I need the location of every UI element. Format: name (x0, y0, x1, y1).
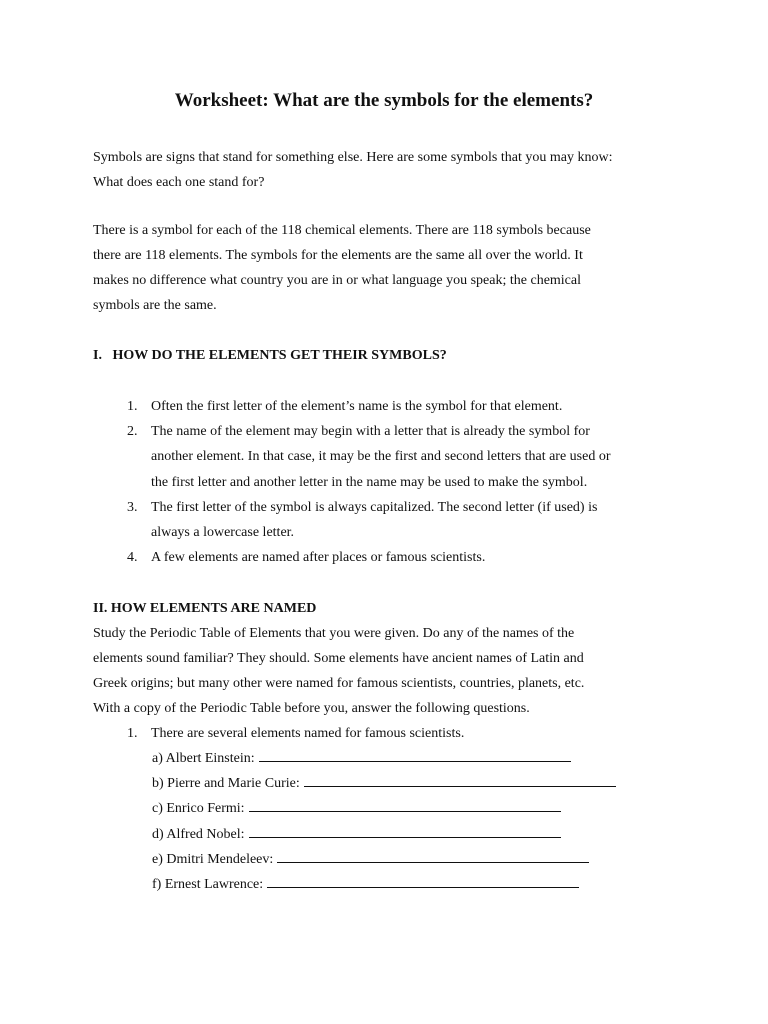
section1-list (120, 394, 680, 570)
section1-heading: I. HOW DO THE ELEMENTS GET THEIR SYMBOLS? (93, 348, 447, 363)
list-item: 4. A few elements are named after places or famous scientists. (127, 550, 486, 566)
paragraph2-line-1: There is a symbol for each of the 118 chemical elements. There are 118 symbols because (93, 223, 591, 238)
list-item: 1. Often the first letter of the element’s name is the symbol for that element. (127, 399, 563, 414)
scientist-item: b) Pierre and Marie Curie: (152, 771, 616, 796)
section2-line-2: elements sound familiar? They should. Some elements have ancient names of Latin and (93, 651, 584, 666)
list-item: 3. The first letter of the symbol is always capitalized. The second letter (if used) is always a lowercase letter. (127, 499, 598, 541)
section2-line-4: With a copy of the Periodic Table before you, answer the following questions. (93, 701, 530, 716)
section2-line-3: Greek origins; but many other were named for famous scientists, countries, planets, etc. (93, 676, 585, 691)
section2-heading: II. HOW ELEMENTS ARE NAMED (93, 601, 317, 616)
paragraph2-line-4: symbols are the same. (93, 298, 217, 313)
paragraph2-line-2: there are 118 elements. The symbols for the elements are the same all over the world. It (93, 248, 583, 263)
answer-blank[interactable] (304, 771, 616, 787)
scientist-list (152, 746, 616, 897)
intro-line-1: Symbols are signs that stand for something else. Here are some symbols that you may know: (93, 150, 613, 165)
answer-blank[interactable] (249, 796, 561, 812)
section2-line-1: Study the Periodic Table of Elements that you were given. Do any of the names of the (93, 626, 575, 641)
intro-line-2: What does each one stand for? (93, 175, 265, 190)
scientist-item: d) Alfred Nobel: (152, 822, 616, 847)
paragraph2-line-3: makes no difference what country you are in or what language you speak; the chemical (93, 273, 582, 288)
scientist-item: c) Enrico Fermi: (152, 796, 616, 821)
scientist-item: a) Albert Einstein: (152, 746, 616, 771)
scientist-item: e) Dmitri Mendeleev: (152, 847, 616, 872)
section2-question-list (120, 721, 680, 746)
page-title: Worksheet: What are the symbols for the elements? (174, 90, 594, 111)
answer-blank[interactable] (277, 847, 589, 863)
answer-blank[interactable] (249, 822, 561, 838)
answer-blank[interactable] (267, 872, 579, 888)
list-item: 1. There are several elements named for famous scientists. (127, 726, 465, 741)
list-item: 2. The name of the element may begin with a letter that is already the symbol for another element. In that case, it may be the first and second letters that are used or the first letter and another letter in the name may be used to make the symbol. (127, 424, 611, 490)
scientist-item: f) Ernest Lawrence: (152, 872, 616, 897)
answer-blank[interactable] (259, 746, 571, 762)
